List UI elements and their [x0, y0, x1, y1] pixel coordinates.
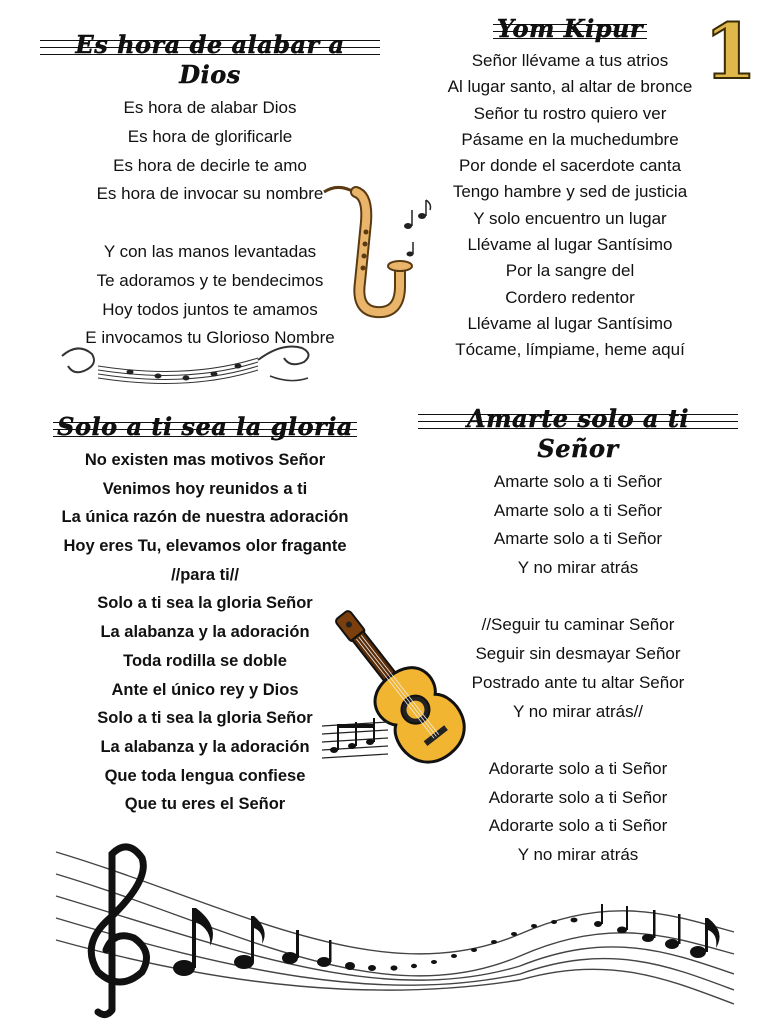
lyric-line: Que tu eres el Señor [124, 795, 286, 814]
lyric-line: Llévame al lugar Santísimo [467, 313, 673, 333]
lyric-line: //Seguir tu caminar Señor [481, 615, 675, 635]
lyric-line: Solo a ti sea la gloria Señor [97, 594, 313, 613]
lyric-line: Por donde el sacerdote canta [458, 156, 682, 176]
lyric-line: Y no mirar atrás// [512, 701, 644, 721]
lyric-line: Tócame, límpiame, heme aquí [455, 340, 685, 360]
song-title: Yom Kipur [493, 14, 647, 44]
lyric-line: Y solo encuentro un lugar [473, 208, 667, 228]
lyric-line: Postrado ante tu altar Señor [471, 672, 685, 692]
lyric-line: Hoy todos juntos te amamos [102, 299, 318, 319]
lyric-line: Llévame al lugar Santísimo [467, 235, 673, 255]
song-title: Amarte solo a ti Señor [418, 404, 738, 464]
lyric-line: Amarte solo a ti Señor [493, 529, 663, 549]
lyric-line: Hoy eres Tu, elevamos olor fragante [63, 537, 347, 556]
lyric-line: //para ti// [171, 565, 239, 584]
lyric-line: Pásame en la muchedumbre [461, 129, 679, 149]
song-yom-kipur [420, 14, 720, 364]
sheet-music-icon [318, 716, 390, 766]
lyric-line: Toda rodilla se doble [123, 651, 287, 670]
lyric-line: Te adoramos y te bendecimos [96, 270, 324, 290]
lyric-line: Y con las manos levantadas [103, 241, 317, 261]
lyric-line: Tengo hambre y sed de justicia [452, 182, 688, 202]
lyric-line: Solo a ti sea la gloria Señor [97, 709, 313, 728]
lyric-line: La alabanza y la adoración [100, 623, 310, 642]
saxophone-icon [316, 182, 436, 322]
lyric-line: La única razón de nuestra adoración [61, 508, 349, 527]
lyric-line: Y no mirar atrás [517, 844, 639, 864]
song-title: Es hora de alabar a Dios [40, 30, 380, 90]
lyric-line: Señor llévame a tus atrios [471, 51, 669, 70]
lyric-line: No existen mas motivos Señor [84, 451, 326, 469]
lyric-line: La alabanza y la adoración [100, 737, 310, 756]
lyric-line: Ante el único rey y Dios [111, 680, 299, 699]
lyric-line: Adorarte solo a ti Señor [488, 816, 668, 836]
lyric-line: Es hora de alabar Dios [123, 98, 297, 117]
lyric-line: Cordero redentor [505, 287, 635, 307]
lyric-line: Seguir sin desmayar Señor [475, 644, 681, 664]
lyric-line: Es hora de glorificarle [127, 126, 293, 146]
lyric-line: Amarte solo a ti Señor [493, 472, 663, 491]
lyric-line: Al lugar santo, al altar de bronce [447, 77, 693, 97]
lyric-line: Y no mirar atrás [517, 558, 639, 578]
lyric-line: Adorarte solo a ti Señor [488, 787, 668, 807]
music-flourish-icon [58, 336, 318, 396]
song-title: Solo a ti sea la gloria [53, 412, 357, 442]
song-lyrics [420, 48, 720, 364]
music-staff-wave-icon [50, 834, 740, 1020]
lyric-line: E invocamos tu Glorioso Nombre [85, 328, 335, 348]
lyric-line: Venimos hoy reunidos a ti [102, 479, 308, 498]
lyric-line: Es hora de invocar su nombre [96, 184, 324, 204]
lyric-line: Señor tu rostro quiero ver [473, 103, 667, 123]
lyric-line: Que toda lengua confiese [104, 766, 306, 785]
lyric-line: Por la sangre del [505, 261, 635, 281]
lyric-line: Adorarte solo a ti Señor [488, 758, 668, 778]
lyric-line: Amarte solo a ti Señor [493, 500, 663, 520]
lyric-line: Es hora de decirle te amo [113, 155, 307, 175]
page-number: 1 [704, 7, 757, 96]
